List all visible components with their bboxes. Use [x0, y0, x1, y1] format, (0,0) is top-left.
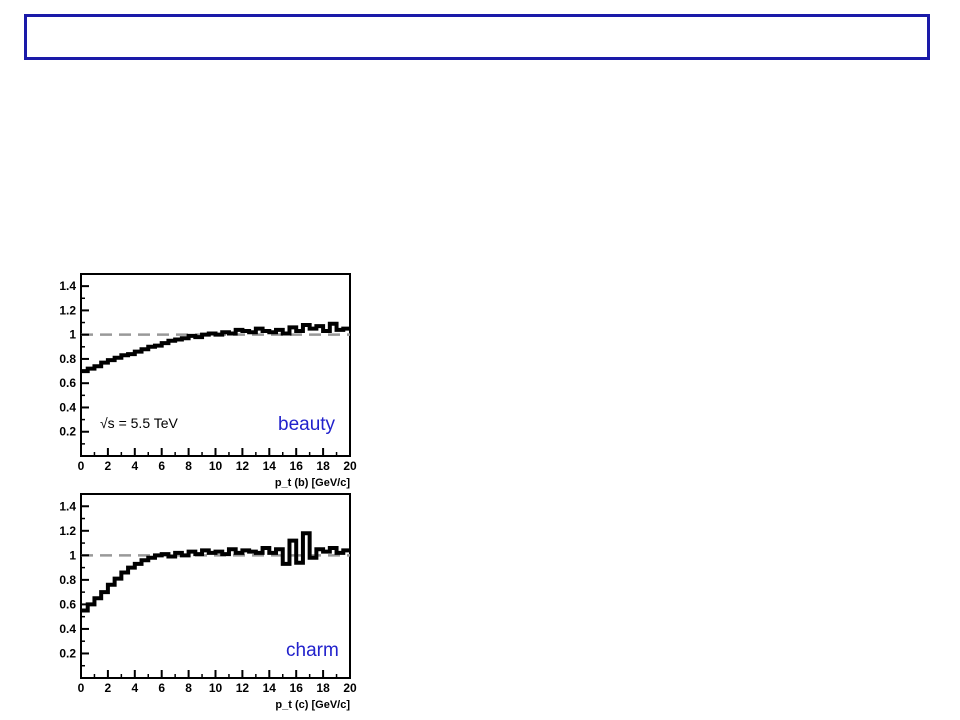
- histogram-series: [81, 324, 350, 371]
- x-tick-label: 20: [343, 459, 357, 473]
- x-tick-label: 0: [77, 459, 85, 473]
- x-tick-label: 8: [185, 681, 192, 695]
- x-tick-label: 16: [289, 681, 303, 695]
- energy-annotation: √s = 5.5 TeV: [100, 415, 178, 431]
- x-tick-label: 12: [235, 681, 250, 695]
- y-tick-label: 1.4: [59, 279, 76, 294]
- y-tick-label: 0.2: [59, 424, 76, 439]
- beauty-chart: [30, 266, 370, 490]
- title-box: [24, 14, 930, 60]
- series-label: charm: [286, 640, 339, 661]
- y-tick-label: 0.6: [59, 376, 76, 391]
- y-tick-label: 0.2: [59, 646, 76, 661]
- x-tick-label: 6: [158, 459, 166, 473]
- y-tick-label: 1.2: [59, 523, 76, 538]
- y-tick-label: 1.4: [59, 499, 76, 514]
- y-tick-label: 0.8: [59, 351, 76, 366]
- x-tick-label: 2: [104, 459, 112, 473]
- x-tick-label: 14: [262, 459, 276, 473]
- x-tick-label: 14: [262, 681, 276, 695]
- y-tick-label: 0.4: [59, 621, 76, 636]
- x-axis-label: p_t (b) [GeV/c]: [274, 477, 350, 489]
- y-tick-label: 0.6: [59, 597, 76, 612]
- x-tick-label: 10: [208, 681, 223, 695]
- x-tick-label: 20: [343, 681, 357, 695]
- x-tick-label: 4: [131, 459, 139, 473]
- charm-chart: [30, 490, 370, 716]
- x-tick-label: 4: [131, 681, 139, 695]
- x-tick-label: 0: [77, 681, 85, 695]
- series-label: beauty: [278, 414, 336, 435]
- y-tick-label: 1: [69, 327, 76, 342]
- x-axis-label: p_t (c) [GeV/c]: [275, 699, 350, 711]
- x-tick-label: 8: [185, 459, 192, 473]
- y-tick-label: 1.2: [59, 303, 76, 318]
- y-tick-label: 0.4: [59, 400, 76, 415]
- y-tick-label: 0.8: [59, 572, 76, 587]
- x-tick-label: 12: [235, 459, 250, 473]
- x-tick-label: 16: [289, 459, 303, 473]
- x-tick-label: 6: [158, 681, 166, 695]
- y-tick-label: 1: [69, 548, 76, 563]
- x-tick-label: 18: [316, 459, 330, 473]
- x-tick-label: 2: [104, 681, 112, 695]
- x-tick-label: 10: [208, 459, 223, 473]
- histogram-series: [81, 533, 350, 610]
- x-tick-label: 18: [316, 681, 330, 695]
